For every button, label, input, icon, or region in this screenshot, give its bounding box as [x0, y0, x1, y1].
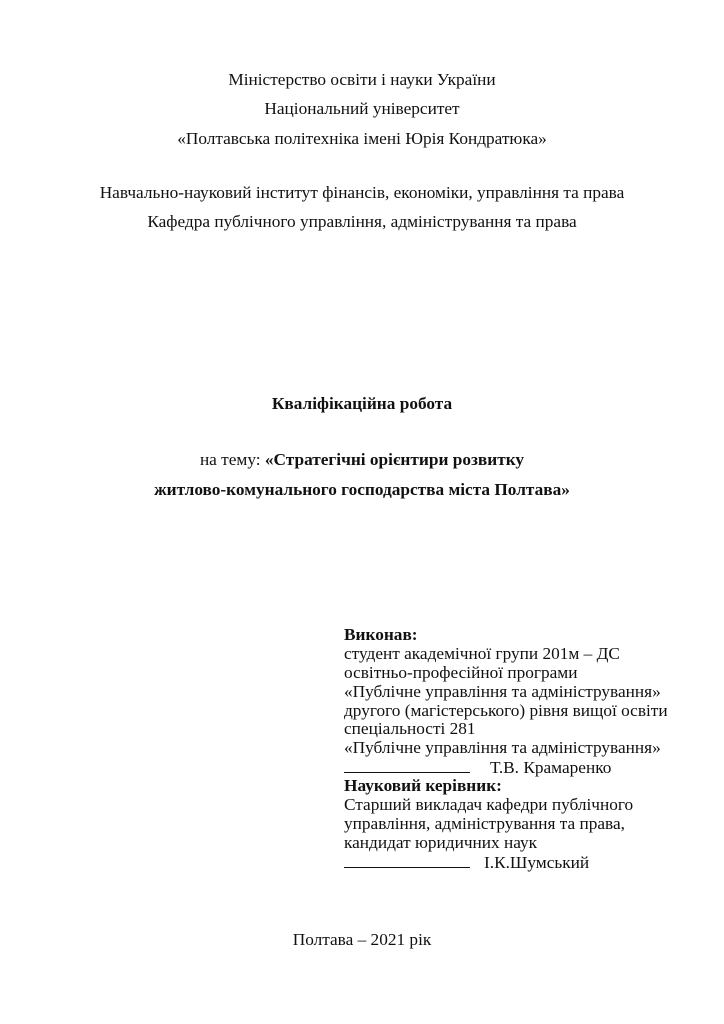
- topic-line-1: [0, 450, 724, 470]
- author-detail-line: «Публічне управління та адміністрування»: [344, 738, 661, 758]
- supervisor-label: Науковий керівник:: [344, 776, 502, 796]
- author-detail-line: другого (магістерського) рівня вищої освіти: [344, 700, 668, 720]
- author-signature-line: [344, 758, 470, 773]
- supervisor-detail-line: кандидат юридичних наук: [344, 832, 538, 852]
- supervisor-detail-line: Старший викладач кафедри публічного: [344, 795, 634, 815]
- supervisor-name: І.К.Шумський: [484, 852, 590, 872]
- author-supervisor-block: [344, 626, 714, 872]
- ministry-name: Міністерство освіти і науки України: [228, 70, 496, 89]
- work-type-heading: Кваліфікаційна робота: [271, 394, 453, 413]
- institute-name: Навчально-науковий інститут фінансів, економіки, управління та права: [99, 183, 625, 202]
- topic-title-part-2: житлово-комунального господарства міста Полтава»: [154, 480, 570, 499]
- author-detail-line: «Публічне управління та адміністрування»: [344, 681, 661, 701]
- supervisor-detail-line: управління, адміністрування та права,: [344, 813, 625, 833]
- author-signature-row: [344, 758, 714, 777]
- department-name: Кафедра публічного управління, адміністрування та права: [147, 212, 577, 231]
- city-year: Полтава – 2021 рік: [292, 930, 432, 949]
- author-detail-line: освітньо-професійної програми: [344, 662, 578, 682]
- topic-title-part-1: «Стратегічні орієнтири розвитку: [264, 450, 525, 469]
- university-full-name: «Полтавська політехніка імені Юрія Кондратюка»: [177, 129, 547, 148]
- topic-prefix: на тему:: [199, 450, 265, 469]
- supervisor-signature-row: [344, 853, 714, 872]
- author-label: Виконав:: [344, 625, 418, 644]
- author-name: Т.В. Крамаренко: [490, 758, 612, 778]
- author-detail-line: спеціальності 281: [344, 719, 476, 739]
- university-name: Національний університет: [264, 99, 460, 118]
- author-detail-line: студент академічної групи 201м – ДС: [344, 643, 620, 663]
- supervisor-signature-line: [344, 853, 470, 868]
